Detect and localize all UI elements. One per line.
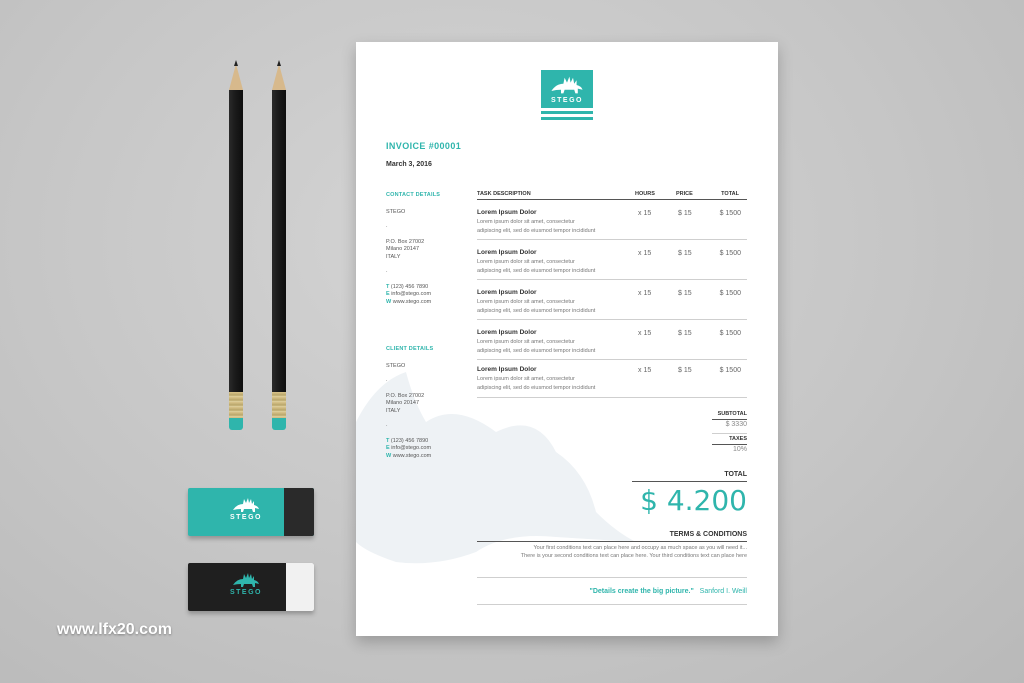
contact-details [386,192,466,306]
task-desc-line1: Lorem ipsum dolor sit amet, consectetur [477,299,575,305]
brand-logo [541,70,593,120]
contact-email: E info@stego.com [386,291,432,297]
table-row [477,280,747,320]
task-hours: x 15 [638,330,652,337]
contact-name: STEGO [386,208,406,215]
task-desc-line2: adipiscing elit, sed do eiusmod tempor incididunt [477,348,596,354]
header-total: TOTAL [721,191,739,197]
quote-author: Sanford I. Weill [699,588,747,595]
task-desc-line1: Lorem ipsum dolor sit amet, consectetur [477,376,575,382]
task-hours: x 15 [638,367,652,374]
terms-rule [477,541,747,542]
task-price: $ 15 [678,250,692,257]
stegosaurus-icon [231,496,261,514]
header-description: TASK DESCRIPTION [477,191,531,197]
task-total: $ 1500 [719,330,741,337]
contact-heading: CONTACT DETAILS [386,192,441,198]
contact-address1: P.O. Box 27002 [386,238,425,245]
task-price: $ 15 [678,290,692,297]
task-title: Lorem Ipsum Dolor [477,329,537,336]
task-total: $ 1500 [719,367,741,374]
client-phone: T (123) 456 7890 [386,437,429,444]
table-row [477,200,747,240]
stegosaurus-icon [231,571,261,589]
task-price: $ 15 [678,330,692,337]
task-hours: x 15 [638,290,652,297]
client-details [386,346,466,460]
contact-dot: . [386,268,388,274]
brand-name: STEGO [550,97,583,104]
table-row [477,320,747,360]
table-row [477,360,747,398]
task-title: Lorem Ipsum Dolor [477,366,537,373]
taxes-value: 10% [732,446,747,453]
total-label: TOTAL [724,471,747,478]
subtotal-label: SUBTOTAL [717,411,747,417]
eraser-teal [188,488,314,536]
task-title: Lorem Ipsum Dolor [477,209,537,216]
client-name: STEGO [386,362,406,369]
eraser-black [188,563,314,611]
quote-rule-bottom [477,604,747,605]
task-table [477,191,747,398]
contact-country: ITALY [386,253,401,260]
invoice-title: INVOICE #00001 [386,141,462,151]
task-title: Lorem Ipsum Dolor [477,249,537,256]
invoice-sheet [356,42,778,636]
total-amount: $ 4.200 [640,484,747,517]
quote-text: "Details create the big picture." [589,588,694,595]
client-web: W www.stego.com [386,452,432,459]
subtotal-value: $ 3330 [725,421,747,428]
task-total: $ 1500 [719,250,741,257]
task-price: $ 15 [678,367,692,374]
task-total: $ 1500 [719,210,741,217]
task-hours: x 15 [638,250,652,257]
subtotal-divider [712,433,747,434]
task-price: $ 15 [678,210,692,217]
eraser-brand-label: STEGO [229,589,262,596]
subtotal-rule [712,419,747,420]
task-total: $ 1500 [719,290,741,297]
terms-line-1: Your first conditions text can place here and occupy as much space as you will need it... [533,545,747,551]
quote [590,588,747,595]
client-email: E info@stego.com [386,445,432,451]
contact-web: W www.stego.com [386,298,432,305]
logo-stripe [541,117,593,120]
task-desc-line1: Lorem ipsum dolor sit amet, consectetur [477,219,575,225]
client-dot: . [386,422,388,428]
contact-address2: Milano 20147 [386,246,420,252]
taxes-label: TAXES [729,436,747,442]
client-heading: CLIENT DETAILS [386,346,434,352]
task-desc-line2: adipiscing elit, sed do eiusmod tempor incididunt [477,385,596,391]
invoice-date: March 3, 2016 [386,161,432,168]
table-row [477,240,747,280]
watermark-url: www.lfx20.com [57,621,172,638]
total-rule [632,481,747,482]
header-price: PRICE [676,191,693,197]
terms-title: TERMS & CONDITIONS [669,531,747,538]
eraser-brand-label: STEGO [229,514,262,521]
client-dot: . [386,377,388,383]
task-title: Lorem Ipsum Dolor [477,289,537,296]
task-desc-line1: Lorem ipsum dolor sit amet, consectetur [477,339,575,345]
quote-rule-top [477,577,747,578]
task-desc-line1: Lorem ipsum dolor sit amet, consectetur [477,259,575,265]
contact-phone: T (123) 456 7890 [386,283,429,290]
task-desc-line2: adipiscing elit, sed do eiusmod tempor incididunt [477,268,596,274]
table-header [477,191,747,200]
terms-line-2: There is your second conditions text can place here. Your third conditions text can place here [520,553,747,559]
task-hours: x 15 [638,210,652,217]
taxes-rule [712,444,747,445]
header-hours: HOURS [635,191,655,197]
client-country: ITALY [386,407,401,414]
stegosaurus-icon [549,73,585,97]
contact-dot: . [386,223,388,229]
client-address1: P.O. Box 27002 [386,392,425,399]
logo-stripe [541,111,593,114]
client-address2: Milano 20147 [386,400,420,406]
task-desc-line2: adipiscing elit, sed do eiusmod tempor incididunt [477,308,596,314]
task-desc-line2: adipiscing elit, sed do eiusmod tempor incididunt [477,228,596,234]
